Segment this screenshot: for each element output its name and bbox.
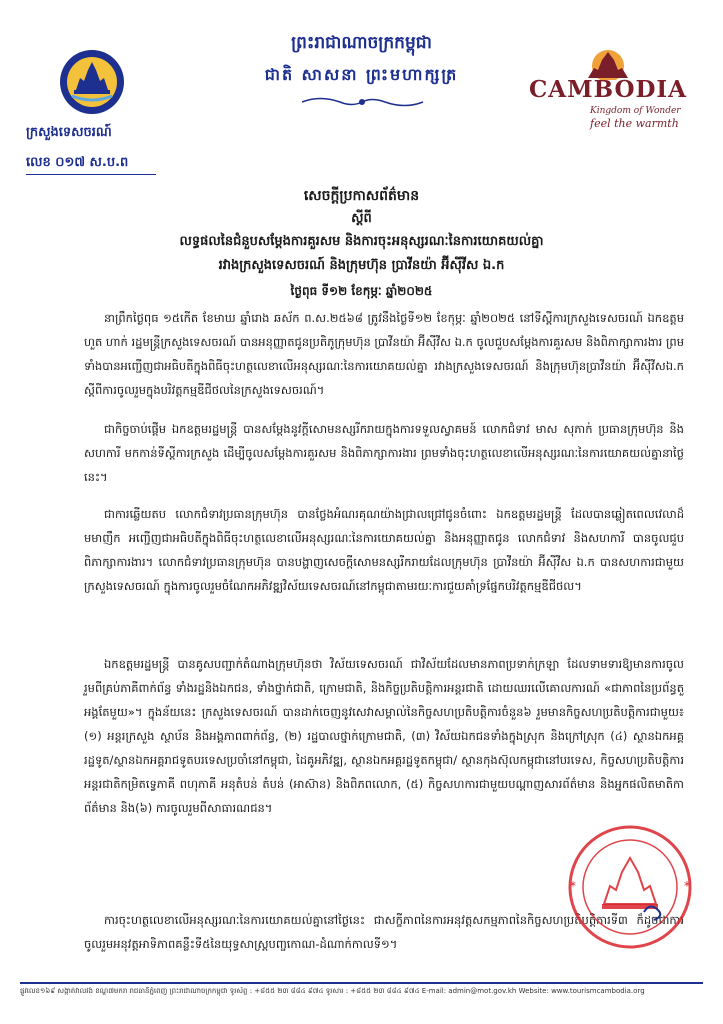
official-seal-stamp-icon [566,812,694,962]
ornament-divider-icon [300,95,425,109]
kingdom-title: ព្រះរាជាណាចក្រកម្ពុជា [291,33,432,53]
national-motto: ជាតិ សាសនា ព្រះមហាក្សត្រ [264,65,459,84]
brand-tagline: Kingdom of Wonder [590,106,681,116]
footer-website[interactable]: Website: www.tourismcambodia.org [518,987,645,995]
footer-email[interactable]: E-mail: admin@mot.gov.kh [421,987,517,995]
brand-name: CAMBODIA [528,76,688,103]
angkor-sunrise-icon [580,38,636,80]
subject-label: ស្តីពី [351,211,372,226]
ministry-name: ក្រសួងទេសចរណ៍ [26,125,112,140]
body-paragraph-4: ឯកឧត្តមរដ្ឋមន្ត្រី បានគូសបញ្ជាក់តំណាងក្រុមហ៊ុនថា វិស័យទេសចរណ៍ ជាវិស័យដែលមានភាពប្រទាក់ក្រឡា ដែលទាមទារឱ្យមានការចូលរួមពីគ្រប់ភាគីពាក់ព័ន្ធ ទាំងរដ្ឋនិងឯកជន, ទាំងថ្នាក់ជាតិ, ក្រោមជាតិ, និងកិច្ចប្រតិបត្តិការអន្តរជាតិ ដោយឈរលើគោលការណ៍ «ជាភាពនៃប្រព័ន្ធតួអង្គតែមួយ»។ ក្នុងន័យនេះ ក្រសួងទេសចរណ៍ បានដាក់ចេញនូវសេវាសម្គាល់នៃកិច្ចសហប្រតិបត្តិការចំនួន៦ រួមមានកិច្ចសហប្រតិបត្តិការជាមួយ៖ (១) អន្តរក្រសួង ស្ថាប័ន និងអង្គភាពពាក់ព័ន្ធ, (២) រដ្ឋបាលថ្នាក់ក្រោមជាតិ, (៣) វិស័យឯកជនទាំងក្នុងស្រុក និងក្រៅស្រុក (៤) ស្ថានឯកអគ្គរដ្ឋទូត/ស្ថានឯកអគ្គរាជទូតបរទេសប្រចាំនៅកម្ពុជា, ដៃគូអភិវឌ្ឍ, ស្ថានឯកអគ្គរដ្ឋទូតកម្ពុជា/ ស្ថានកុងស៊ុលកម្ពុជានៅបរទេស, កិច្ចសហប្រតិបត្តិការអន្តរជាតិកម្រិតទ្វេភាគី ពហុភាគី អនុតំបន់ តំបន់ (អាស៊ាន) និងពិភពលោក, (៥) កិច្ចសហការជាមួយបណ្តាញសារព័ត៌មាន និងអ្នកផលិតមាតិកាព័ត៌មាន និង(៦) ការចូលរួមពីសាធារណជន។ [84,657,684,815]
subject-line-2: រវាងក្រសួងទេសចរណ៍ និងក្រុមហ៊ុន ប្រាវីនយ៉ា អ៊ីស៊ីវីស ឯ.ក [218,258,505,273]
reference-number: លេខ ០១៧ ស.ប.ព [26,155,129,170]
reference-underline [26,174,156,175]
body-paragraph-5: ការចុះហត្ថលេខាលើអនុស្សរណៈនៃការយោគយល់គ្នានៅថ្ងៃនេះ ជាសក្ខីភាពនៃការអនុវត្តសកម្មភាពនៃកិច្ចសហប្រតិបត្តិការទី៣ ក៏ដូចជាការចូលរួមអនុវត្តអាទិភាពគន្លឹះទី៥នៃយុទ្ធសាស្ត្របញ្ចកោណ-ដំណាក់កាលទី១។ [84,913,684,951]
footer-contact [20,987,703,997]
brand-slogan: feel the warmth [590,117,679,130]
footer-address: ផ្លូវលេខ១៦៩ សង្កាត់វាលវង់ ខណ្ឌ៧មករា រាជធានីភ្នំពេញ ព្រះរាជាណាចក្រកម្ពុជា ទូរស័ព្ទ : +៨៥៥ ២៣ ៨៨៤ ៩៧៤ ទូរសារ : +៨៥៥ ២៣ ៨៨៤ ៩៧៤ [20,987,420,995]
svg-text:*: * [684,879,690,893]
footer-rule [20,982,703,984]
subject-line-1: លទ្ធផលនៃជំនួបសម្តែងការគួរសម និងការចុះអនុស្សរណៈនៃការយោគយល់គ្នា [179,234,544,249]
document-type: សេចក្តីប្រកាសព័ត៌មាន [303,188,420,204]
body-paragraph-3: ជាការឆ្លើយតប លោកជំទាវប្រធានក្រុមហ៊ុន បានថ្លែងអំណរគុណយ៉ាងជ្រាលជ្រៅជូនចំពោះ ឯកឧត្តមរដ្ឋមន្ត្រី ដែលបានឆ្លៀតពេលវេលាដ៏មមាញឹក អញ្ជើញជាអធិបតីក្នុងពិធីចុះហត្ថលេខាលើអនុស្សរណៈនៃការយោគយល់គ្នា និងអនុញ្ញាតជូន លោកជំទាវ និងសហការី បានចូលជួបពិភាក្សាការងារ។ លោកជំទាវប្រធានក្រុមហ៊ុន បានបង្ហាញសេចក្តីសោមនស្សរីករាយដែលក្រុមហ៊ុន ប្រាវីនយ៉ា អ៊ីស៊ីវីស ឯ.ក បានសហការជាមួយក្រសួងទេសចរណ៍ ក្នុងការចូលរួមចំណែកអភិវឌ្ឍវិស័យទេសចរណ៍នៅកម្ពុជាតាមរយៈការជួយគាំទ្រផ្នែកបរិវត្តកម្មឌីជីថល។ [84,507,684,593]
body-paragraph-2: ជាកិច្ចចាប់ផ្តើម ឯកឧត្តមរដ្ឋមន្ត្រី បានសម្តែងនូវក្តីសោមនស្សរីករាយក្នុងការទទួលស្វាគមន៍ លោកជំទាវ មាស សុភាក់ ប្រធានក្រុមហ៊ុន និងសហការី មកកាន់ទីស្តីការក្រសួង ដើម្បីចូលសម្តែងការគួរសម និងពិភាក្សាការងារ ព្រមទាំងចុះហត្ថលេខាលើអនុស្សរណៈនៃការយោគយល់គ្នានាថ្ងៃនេះ។ [84,422,684,484]
svg-text:*: * [570,879,576,893]
document-date: ថ្ងៃពុធ ទី១២ ខែកុម្ភៈ ឆ្នាំ២០២៥ [290,284,433,298]
cambodia-brand-logo [528,38,688,128]
body-paragraph-1: នាព្រឹកថ្ងៃពុធ ១៥កើត ខែមាឃ ឆ្នាំរោង ឆស័ក ព.ស.២៥៦៨ ត្រូវនឹងថ្ងៃទី១២ ខែកុម្ភៈ ឆ្នាំ២០២៥ នៅទីស្តីការក្រសួងទេសចរណ៍ ឯកឧត្តម ហួត ហាក់ រដ្ឋមន្ត្រីក្រសួងទេសចរណ៍ បានអនុញ្ញាតជូនប្រតិភូក្រុមហ៊ុន ប្រាវីនយ៉ា អ៊ីស៊ីវីស ឯ.ក ចូលជួបសម្តែងការគួរសម និងពិភាក្សាការងារ ព្រមទាំងបានអញ្ជើញជាអធិបតីក្នុងពិធីចុះហត្ថលេខាលើអនុស្សរណៈនៃការយោគយល់គ្នា រវាងក្រសួងទេសចរណ៍ និងក្រុមហ៊ុនប្រាវីនយ៉ា អ៊ីស៊ីវីសឯ.ក ស្តីពីការចូលរួមក្នុងបរិវត្តកម្មឌីជីថលនៃក្រសួងទេសចរណ៍។ [84,311,684,397]
